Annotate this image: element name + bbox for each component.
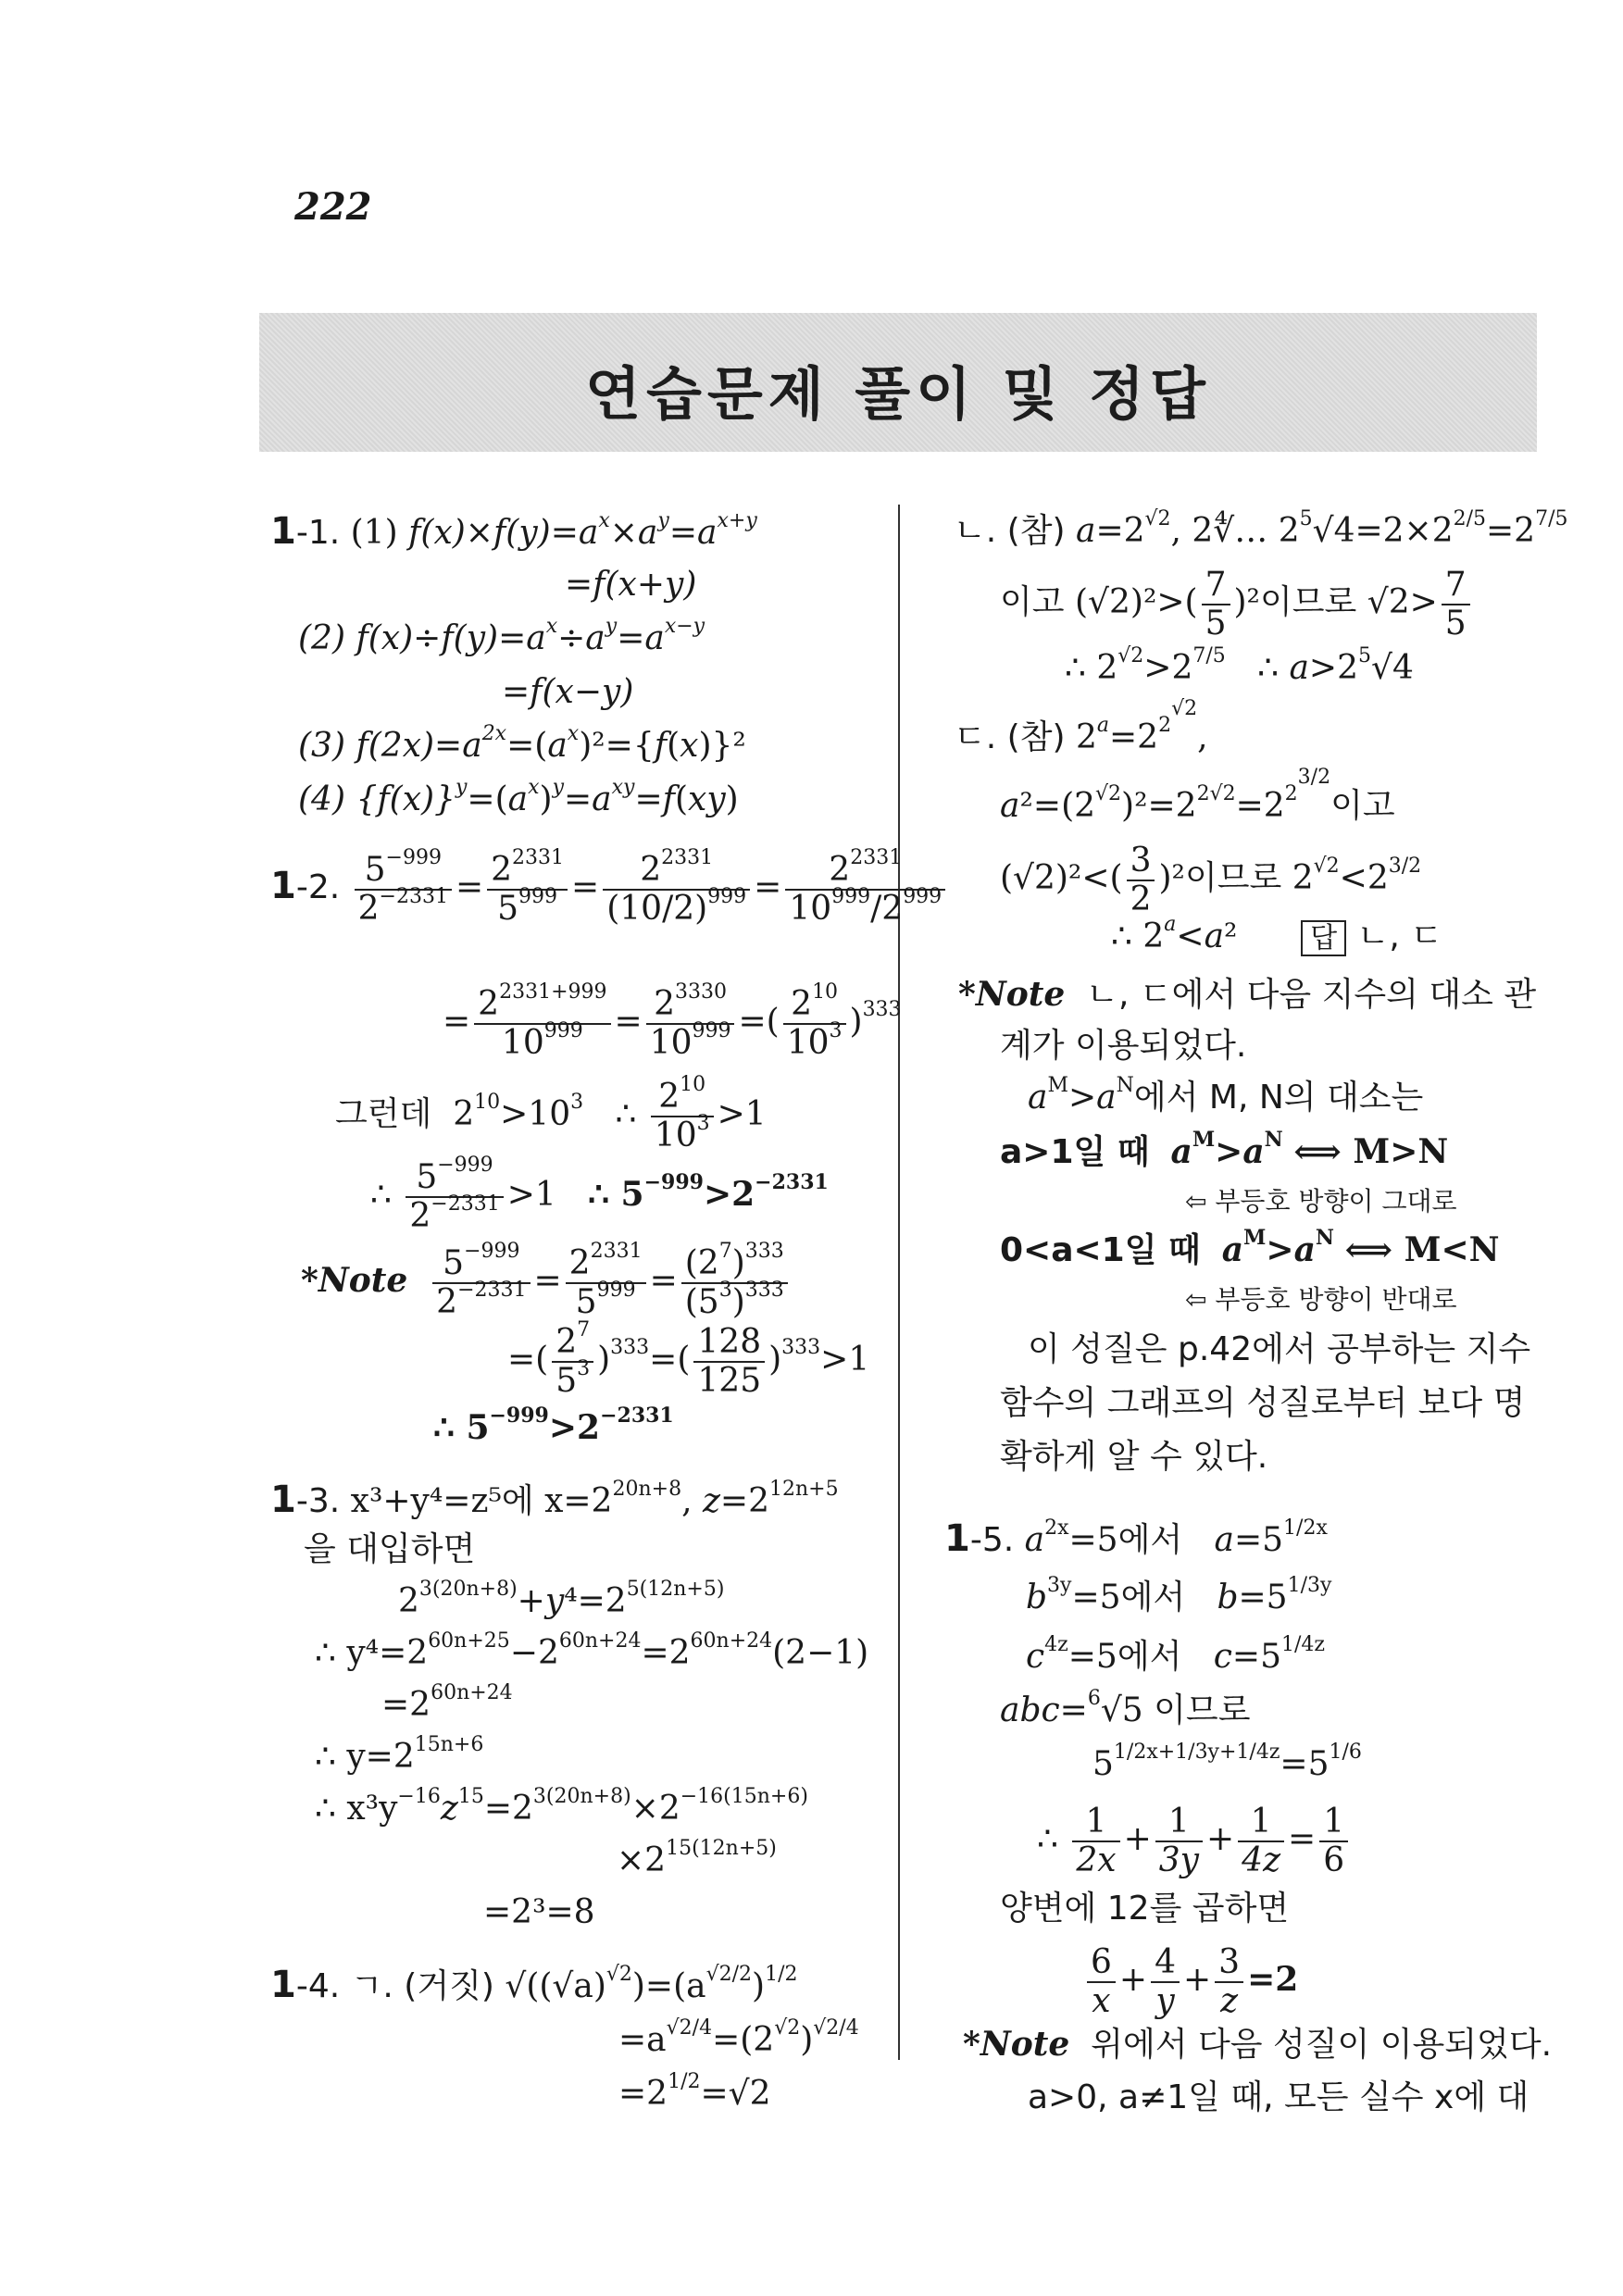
equation: ∴ y=2 bbox=[315, 1738, 415, 1776]
page-title: 연습문제 풀이 및 정답 bbox=[585, 360, 1211, 428]
problem-number: 1 bbox=[270, 865, 296, 907]
paragraph-line-2: 함수의 그래프의 성질로부터 보다 명 bbox=[1000, 1384, 1526, 1422]
answer: ㄴ, ㄷ bbox=[1356, 917, 1443, 955]
problem-1-4-d-line-1: ㄷ. (참) $2^a=2^{2^{√2}}$, bbox=[954, 697, 1208, 756]
note-text: ㄴ, ㄷ에서 다음 지수의 대소 관 bbox=[1086, 976, 1537, 1014]
problem-number: 1 bbox=[270, 510, 296, 553]
case-2: 0<a<1일 때 $a^M>a^N$ ⟺ M<N bbox=[1000, 1226, 1500, 1269]
note-label: *Note bbox=[963, 2025, 1070, 2064]
problem-1-5-line-2: $b^{3y}=5$에서 $b=5^{1/3y}$ bbox=[1026, 1574, 1332, 1616]
connective: 에서 bbox=[1117, 1638, 1182, 1676]
part-label: (1) bbox=[350, 514, 409, 552]
equation: 2 bbox=[398, 1582, 419, 1620]
problem-number: 1 bbox=[944, 1517, 970, 1560]
equation: abc= bbox=[1000, 1691, 1088, 1729]
problem-1-4-note-line-3: $a^M>a^N$에서 M, N의 대소는 bbox=[1028, 1074, 1424, 1117]
problem-1-3-line-2: 을 대입하면 bbox=[304, 1530, 476, 1568]
problem-1-3-line-4: ∴ $y^4=2^{60n+25}-2^{60n+24}=2^{60n+24}(2-1)$ bbox=[315, 1629, 869, 1672]
equation: =f(x+y) bbox=[565, 566, 697, 604]
problem-1-2-line-3: 그런데 $2^{10}>10^3$ ∴ $\frac{2^{10}}{10^3}$ >1 bbox=[335, 1073, 767, 1154]
equation: (2) f(x)÷f(y)=a bbox=[298, 619, 546, 657]
problem-1-4-n-line-1: ㄴ. (참) $a=2^{√2}$, 2∜… $2^5√4=2\times 2^{2/5}=2^{7/5}$ bbox=[954, 507, 1568, 550]
problem-1-2-line-4: ∴ $\frac{5^{-999}}{2^{-2331}}$ >1 ∴ $5^{-999}>2^{-2331}$ bbox=[370, 1154, 829, 1235]
paragraph-line-1: 이 성질은 p.42에서 공부하는 지수 bbox=[1028, 1330, 1531, 1368]
note-text: 위에서 다음 성질이 이용되었다. bbox=[1091, 2026, 1553, 2064]
equation: (4) {f(x)} bbox=[298, 780, 456, 818]
problem-label: -4. bbox=[295, 1967, 341, 2005]
paragraph-line-3: 확하게 알 수 있다. bbox=[1000, 1438, 1268, 1476]
connective: 에서 bbox=[1120, 1578, 1186, 1616]
case-1-hint: ⇦ 부등호 방향이 그대로 bbox=[1185, 1186, 1457, 1217]
problem-1-3-line-1: 1-3. x³+y⁴=z⁵에 $x=2^{20n+8}$, $z=2^{12n+5}$ bbox=[270, 1478, 839, 1521]
equation: f(x)×f(y)=a bbox=[408, 514, 599, 552]
connective: 에서 bbox=[1117, 1521, 1183, 1559]
page-number: 222 bbox=[294, 185, 372, 229]
conclusion: ∴ 5 bbox=[588, 1175, 644, 1214]
problem-1-4-d-line-2: $a^2=(2^{√2})^2=2^{2√2}=2^{2^{3/2}}$이고 bbox=[1000, 766, 1395, 825]
problem-1-4-note-line-1 bbox=[958, 974, 1536, 1016]
problem-1-3-line-9: =2³=8 bbox=[483, 1893, 595, 1931]
connective: 그런데 bbox=[335, 1095, 432, 1133]
problem-1-5-line-4: abc=$^6$√5 이므로 bbox=[1000, 1687, 1251, 1729]
problem-label: -3. bbox=[295, 1482, 341, 1520]
item-n-label: ㄴ. (참) bbox=[954, 512, 1066, 550]
problem-1-3-line-5: $=2^{60n+24}$ bbox=[381, 1681, 513, 1724]
title-banner bbox=[259, 313, 1537, 452]
problem-1-5-note-line-2: a>0, a≠1일 때, 모든 실수 x에 대 bbox=[1028, 2078, 1529, 2116]
problem-1-5-line-7: 양변에 12를 곱하면 bbox=[1000, 1890, 1290, 1928]
problem-1-2-note: *Note $\frac{5^{-999}}{2^{-2331}}$ = $\frac{2^{2331}}{5^{999}}$ = $\frac{(2^7)^{333}}{(5^3)^{333}}$ bbox=[301, 1245, 792, 1321]
problem-1-1-line-5: (3) $f(2x)=a^{2x}=(a^x)^2=\{f(x)\}^2$ bbox=[298, 722, 746, 765]
problem-1-1-line-6: (4) $\{f(x)\}^y=(a^x)^y=a^{xy}=f(xy)$ bbox=[298, 776, 739, 818]
connective: 이므로 bbox=[1259, 583, 1357, 621]
problem-1-4-line-1: 1-4. ㄱ. (거짓) $√((√a)^{√2})=(a^{√2/2})^{1/2}$ bbox=[270, 1963, 798, 2006]
problem-1-1-line-1: 1-1. (1) $f(x)\times f(y)=a^x\times a^y=a^{x+y}$ bbox=[270, 509, 757, 553]
case-label: a>1일 때 bbox=[1000, 1133, 1150, 1171]
column-divider bbox=[898, 505, 900, 2060]
problem-1-2-line-1: 1-2. $\frac{5^{-999}}{2^{-2331}}$ = $\frac{2^{2331}}{5^{999}}$ = $\frac{2^{2331}}{(10/2)^{999}}$ = $\frac{2^{2331}}{10^{999}/2^{999}}$ bbox=[270, 852, 949, 928]
conclusion: ∴ 5 bbox=[433, 1408, 490, 1447]
connective: 이므로 bbox=[1154, 1691, 1251, 1729]
problem-1-3-line-7: ∴ $x^3y^{-16}z^{15}=2^{3(20n+8)}\times 2^{-16(15n+6)}$ bbox=[315, 1785, 808, 1828]
conclusion: ∴ 2 bbox=[1111, 917, 1165, 955]
problem-number: 1 bbox=[270, 1479, 296, 1521]
problem-1-2-note-line-2: =( $\frac{2^7}{5^3}$ )$^{333}$=( $\frac{128}{125}$ )$^{333}$>1 bbox=[507, 1318, 870, 1400]
problem-label: -5. bbox=[969, 1521, 1015, 1559]
problem-1-1-line-3: (2) $f(x)\div f(y)=a^x\div a^y=a^{x-y}$ bbox=[298, 615, 705, 657]
problem-1-3-line-3: $2^{3(20n+8)}+y^4=2^{5(12n+5)}$ bbox=[398, 1578, 725, 1620]
problem-1-4-n-line-2: 이고 (√2)²>( $\frac{7}{5}$ )²이므로 √2> $\frac{7}{5}$ bbox=[1000, 567, 1474, 643]
problem-1-1-line-2 bbox=[565, 565, 696, 605]
equation: ∴ x³y bbox=[315, 1790, 398, 1828]
problem-1-5-line-1: 1-5. $a^{2x}=5$에서 $a=5^{1/2x}$ bbox=[944, 1516, 1328, 1560]
problem-1-2-line-2: = $\frac{2^{2331+999}}{10^{999}}$ = $\frac{2^{3330}}{10^{999}}$ =( $\frac{2^{10}}{10^3}$ )$^{333}$ bbox=[443, 980, 902, 1062]
problem-1-4-line-2: $=a^{√2/4}=(2^{√2})^{√2/4}$ bbox=[618, 2016, 859, 2059]
problem-1-4-d-line-4: ∴ $2^a<a^2$ 답 ㄴ, ㄷ bbox=[1111, 913, 1443, 955]
problem-1-3-line-8: $\times 2^{15(12n+5)}$ bbox=[617, 1837, 777, 1879]
problem-1-4-n-line-3: ∴ $2^{√2}>2^{7/5}$ ∴ $a>2^5√4$ bbox=[1065, 644, 1414, 687]
connective: 이고 bbox=[1330, 787, 1395, 825]
note-text: 에서 M, N의 대소는 bbox=[1133, 1079, 1424, 1117]
item-d-label: ㄷ. (참) bbox=[954, 718, 1066, 756]
result: =2 bbox=[1247, 1960, 1299, 1999]
connective: 이고 bbox=[1000, 583, 1065, 621]
equation: =2 bbox=[381, 1686, 431, 1724]
equation: =f(x−y) bbox=[502, 673, 634, 711]
problem-1-5-line-6: ∴ $\frac{1}{2x}$ + $\frac{1}{3y}$ + $\frac{1}{4z}$ = $\frac{1}{6}$ bbox=[1037, 1803, 1352, 1879]
case-result: ⟺ M<N bbox=[1344, 1230, 1500, 1269]
problem-1-5-line-5: $5^{1/2x+1/3y+1/4z}=5^{1/6}$ bbox=[1092, 1741, 1362, 1783]
problem-1-1-line-4 bbox=[502, 672, 633, 713]
equation: ∴ y⁴=2 bbox=[315, 1634, 429, 1672]
case-label: 0<a<1일 때 bbox=[1000, 1231, 1201, 1269]
problem-label: -2. bbox=[295, 868, 341, 906]
connective: 이므로 bbox=[1184, 859, 1282, 897]
case-1: a>1일 때 $a^M>a^N$ ⟺ M>N bbox=[1000, 1128, 1449, 1171]
case-result: ⟺ M>N bbox=[1293, 1132, 1449, 1171]
equation: (3) f(2x)=a bbox=[298, 727, 482, 765]
problem-1-4-line-3: $=2^{1/2}=√2$ bbox=[618, 2070, 771, 2113]
problem-number: 1 bbox=[270, 1964, 296, 2006]
equation: ×2 bbox=[617, 1841, 667, 1879]
problem-1-4-d-line-3: (√2)²<( $\frac{3}{2}$ )²이므로 $2^{√2}<2^{3/2}$ bbox=[1000, 842, 1422, 918]
item-g-label: ㄱ. (거짓) bbox=[350, 1967, 494, 2005]
problem-1-4-note-line-2: 계가 이용되었다. bbox=[1000, 1027, 1247, 1065]
problem-1-5-line-8: $\frac{6}{x}$ + $\frac{4}{y}$ + $\frac{3}{z}$ =2 bbox=[1083, 1944, 1298, 2020]
problem-1-2-note-line-3: ∴ $5^{-999}>2^{-2331}$ bbox=[433, 1404, 674, 1447]
note-label: *Note bbox=[301, 1261, 408, 1300]
problem-1-5-line-3: $c^{4z}=5$에서 $c=5^{1/4z}$ bbox=[1026, 1633, 1325, 1676]
problem-label: -1. bbox=[295, 514, 341, 552]
note-label: *Note bbox=[958, 975, 1066, 1014]
problem-1-5-note-line-1 bbox=[963, 2024, 1552, 2065]
case-2-hint: ⇦ 부등호 방향이 반대로 bbox=[1185, 1284, 1457, 1315]
answer-box: 답 bbox=[1301, 920, 1346, 956]
problem-1-3-line-6: ∴ $y=2^{15n+6}$ bbox=[315, 1733, 484, 1776]
equation: x³+y⁴=z⁵에 x=2 bbox=[350, 1482, 613, 1520]
